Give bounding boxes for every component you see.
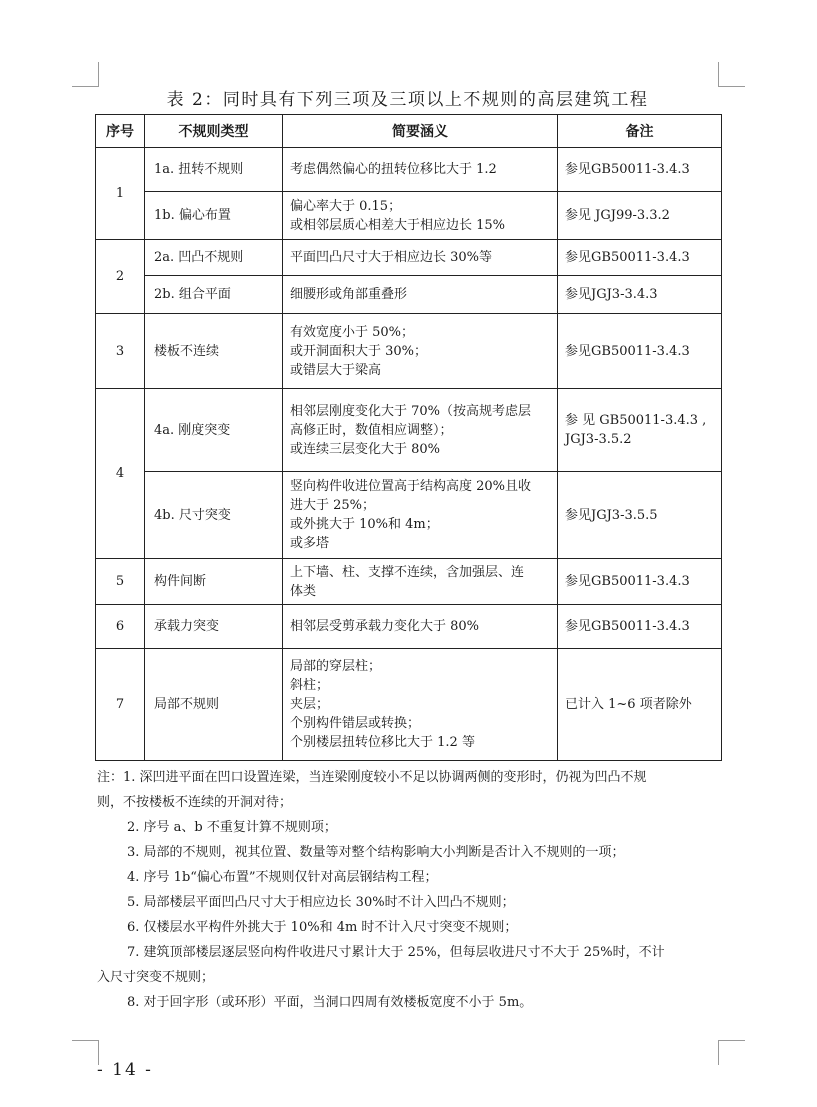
note-paragraph: 则，不按楼板不连续的开洞对待； — [97, 795, 293, 810]
seq-cell: 7 — [96, 649, 145, 761]
type-cell: 4a. 刚度突变 — [145, 389, 283, 472]
note-paragraph: 5. 局部楼层平面凹凸尺寸大于相应边长 30%时不计入凹凸不规则； — [127, 895, 515, 910]
desc-line: 或开洞面积大于 30%； — [290, 343, 428, 359]
type-cell: 2b. 组合平面 — [145, 276, 283, 314]
type-cell: 4b. 尺寸突变 — [145, 472, 283, 559]
table-row — [96, 605, 722, 649]
desc-cell — [283, 559, 558, 605]
crop-mark-bottom-left — [72, 1040, 99, 1065]
note-cell — [558, 148, 722, 192]
desc-line: 细腰形或角部重叠形 — [290, 287, 408, 302]
note-line: 参见GB50011-3.4.3 — [565, 574, 690, 589]
table-row — [96, 148, 722, 192]
desc-line: 上下墙、柱、支撑不连续，含加强层、连 — [290, 564, 525, 580]
desc-line: 个别楼层扭转位移比大于 1.2 等 — [290, 735, 475, 750]
type-cell: 2a. 凹凸不规则 — [145, 240, 283, 276]
desc-cell — [283, 605, 558, 649]
note-cell — [558, 314, 722, 389]
note-line: 已计入 1~6 项者除外 — [565, 697, 692, 712]
seq-cell: 3 — [96, 314, 145, 389]
desc-line: 平面凹凸尺寸大于相应边长 30%等 — [290, 250, 493, 265]
desc-cell — [283, 148, 558, 192]
desc-line: 体类 — [290, 583, 317, 599]
type-cell: 楼板不连续 — [145, 314, 283, 389]
note-line: 参见GB50011-3.4.3 — [565, 619, 690, 634]
header-note: 备注 — [558, 115, 722, 148]
note-line: 参见GB50011-3.4.3 — [565, 343, 690, 359]
table-title: 表 2：同时具有下列三项及三项以上不规则的高层建筑工程 — [166, 90, 649, 110]
note-line: JGJ3-3.5.2 — [565, 432, 632, 447]
note-cell — [558, 389, 722, 472]
desc-line: 进大于 25%； — [290, 498, 376, 513]
seq-cell: 2 — [96, 240, 145, 314]
note-paragraph: 注：1. 深凹进平面在凹口设置连梁，当连梁刚度较小不足以协调两侧的变形时，仍视为凹凸不规 — [97, 770, 647, 785]
header-seq: 序号 — [96, 115, 145, 148]
seq-cell: 4 — [96, 389, 145, 559]
table-row — [96, 559, 722, 605]
desc-line: 考虑偶然偏心的扭转位移比大于 1.2 — [290, 162, 497, 177]
note-cell — [558, 472, 722, 559]
seq-cell: 6 — [96, 605, 145, 649]
note-line: 参见GB50011-3.4.3 — [565, 162, 690, 177]
table-row — [96, 192, 722, 240]
crop-mark-top-left — [72, 62, 99, 87]
desc-line: 或错层大于梁高 — [290, 362, 382, 378]
desc-cell — [283, 649, 558, 761]
note-paragraph: 7. 建筑顶部楼层逐层竖向构件收进尺寸累计大于 25%，但每层收进尺寸不大于 25%时，不计 — [127, 945, 665, 960]
table-row — [96, 389, 722, 472]
desc-line: 竖向构件收进位置高于结构高度 20%且收 — [290, 479, 532, 494]
table-row — [96, 649, 722, 761]
note-paragraph: 8. 对于回字形（或环形）平面，当洞口四周有效楼板宽度不小于 5m。 — [127, 995, 533, 1010]
desc-line: 局部的穿层柱； — [290, 659, 382, 674]
note-paragraph: 2. 序号 a、b 不重复计算不规则项； — [127, 820, 337, 835]
irregularity-table — [95, 114, 722, 761]
note-cell — [558, 649, 722, 761]
type-cell: 构件间断 — [145, 559, 283, 605]
note-paragraph: 3. 局部的不规则，视其位置、数量等对整个结构影响大小判断是否计入不规则的一项； — [127, 845, 625, 860]
seq-cell: 5 — [96, 559, 145, 605]
note-paragraph: 4. 序号 1b“偏心布置”不规则仅针对高层钢结构工程； — [127, 870, 438, 885]
desc-line: 高修正时，数值相应调整）； — [290, 422, 453, 438]
note-paragraph: 入尺寸突变不规则； — [97, 970, 215, 985]
note-line: 参见JGJ3-3.4.3 — [565, 287, 658, 302]
desc-cell — [283, 314, 558, 389]
table-row — [96, 276, 722, 314]
desc-cell — [283, 240, 558, 276]
type-cell: 1b. 偏心布置 — [145, 192, 283, 240]
note-cell — [558, 192, 722, 240]
seq-cell: 1 — [96, 148, 145, 240]
type-cell: 1a. 扭转不规则 — [145, 148, 283, 192]
type-cell: 承载力突变 — [145, 605, 283, 649]
type-cell: 局部不规则 — [145, 649, 283, 761]
note-line: 参 见 GB50011-3.4.3 , — [565, 413, 707, 428]
desc-line: 夹层； — [290, 697, 330, 712]
note-line: 参见GB50011-3.4.3 — [565, 250, 690, 265]
table-notes — [97, 765, 719, 1015]
note-cell — [558, 559, 722, 605]
desc-line: 相邻层刚度变化大于 70%（按高规考虑层 — [290, 403, 532, 419]
desc-line: 偏心率大于 0.15； — [290, 198, 402, 214]
crop-mark-bottom-right — [718, 1040, 745, 1065]
table-row — [96, 314, 722, 389]
desc-cell — [283, 472, 558, 559]
desc-line: 有效宽度小于 50%； — [290, 324, 415, 340]
header-desc: 简要涵义 — [283, 115, 558, 148]
desc-line: 或外挑大于 10%和 4m； — [290, 517, 439, 532]
desc-line: 或多塔 — [290, 536, 330, 551]
table-row — [96, 240, 722, 276]
page-number: - 14 - — [97, 1060, 153, 1080]
desc-line: 斜柱； — [290, 678, 330, 693]
note-cell — [558, 276, 722, 314]
crop-mark-top-right — [718, 62, 745, 87]
desc-line: 相邻层受剪承载力变化大于 80% — [290, 619, 480, 634]
desc-line: 或连续三层变化大于 80% — [290, 441, 441, 457]
note-cell — [558, 240, 722, 276]
note-cell — [558, 605, 722, 649]
desc-cell — [283, 389, 558, 472]
desc-cell — [283, 276, 558, 314]
table-header-row — [96, 115, 722, 148]
note-line: 参见JGJ3-3.5.5 — [565, 507, 658, 523]
desc-cell — [283, 192, 558, 240]
header-type: 不规则类型 — [145, 115, 283, 148]
desc-line: 个别构件错层或转换； — [290, 716, 421, 731]
desc-line: 或相邻层质心相差大于相应边长 15% — [290, 217, 506, 233]
table-row — [96, 472, 722, 559]
note-paragraph: 6. 仅楼层水平构件外挑大于 10%和 4m 时不计入尺寸突变不规则； — [127, 920, 518, 935]
note-line: 参见 JGJ99-3.3.2 — [565, 208, 670, 223]
